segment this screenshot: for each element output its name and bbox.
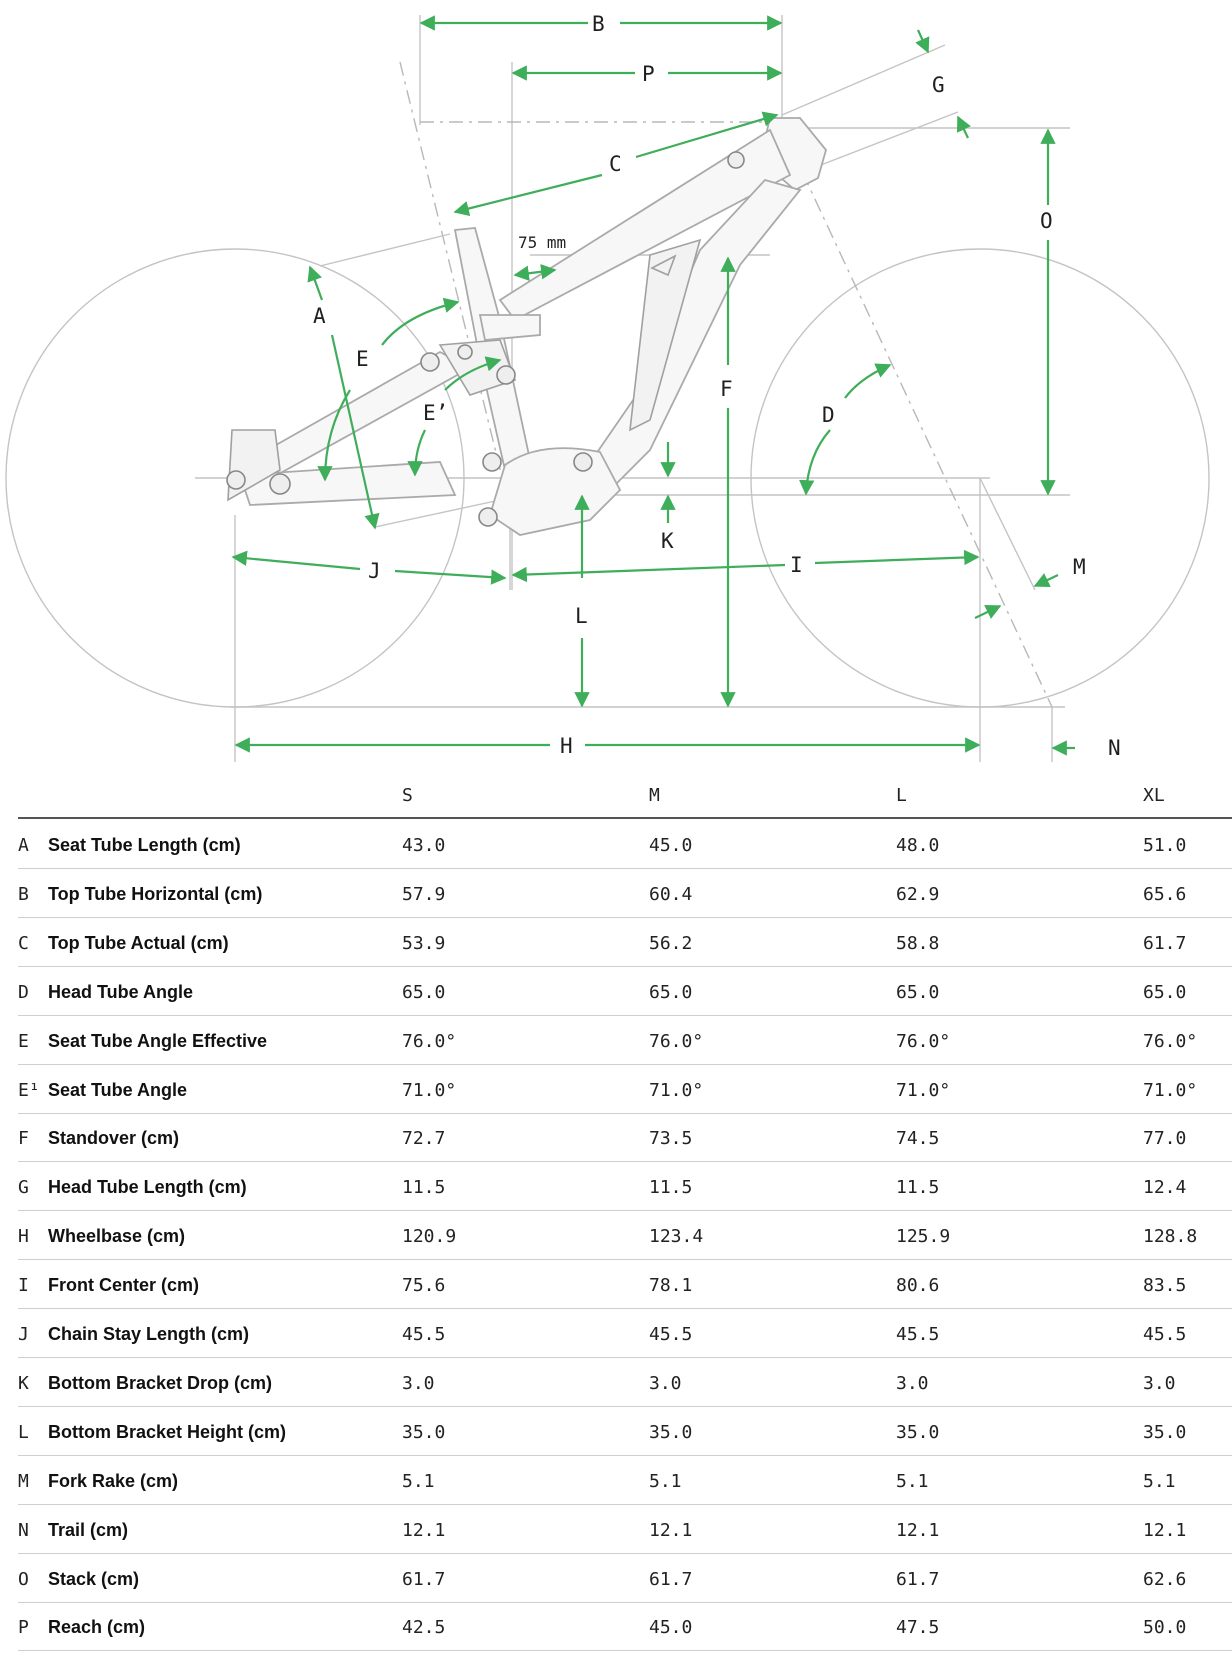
table-row bbox=[18, 1357, 1232, 1407]
value-s: 53.9 bbox=[402, 932, 446, 954]
value-l: 71.0° bbox=[896, 1079, 951, 1101]
value-l: 76.0° bbox=[896, 1030, 951, 1052]
label-m: M bbox=[1073, 555, 1086, 579]
row-code: D bbox=[18, 981, 29, 1003]
value-xl: 77.0 bbox=[1143, 1128, 1187, 1150]
row-name: Head Tube Angle bbox=[48, 981, 194, 1002]
table-row bbox=[18, 1112, 1232, 1162]
value-xl: 76.0° bbox=[1143, 1030, 1198, 1052]
table-row bbox=[18, 1455, 1232, 1505]
value-xl: 62.6 bbox=[1143, 1568, 1187, 1590]
row-code: C bbox=[18, 932, 29, 954]
label-eprime: E’ bbox=[423, 401, 449, 425]
dim-i-left bbox=[513, 565, 785, 575]
table-header bbox=[18, 773, 1232, 819]
table-row bbox=[18, 1259, 1232, 1309]
row-name: Seat Tube Length (cm) bbox=[48, 835, 241, 855]
table-row bbox=[18, 1601, 1232, 1651]
value-l: 11.5 bbox=[896, 1177, 940, 1199]
value-s: 71.0° bbox=[402, 1079, 457, 1101]
label-l: L bbox=[575, 604, 588, 628]
label-i: I bbox=[790, 553, 803, 577]
row-name: Bottom Bracket Height (cm) bbox=[48, 1421, 287, 1442]
label-d: D bbox=[822, 403, 835, 427]
value-xl: 12.4 bbox=[1143, 1177, 1187, 1199]
dim-e-arc bbox=[382, 302, 458, 345]
value-m: 5.1 bbox=[649, 1470, 682, 1492]
row-code: J bbox=[18, 1324, 29, 1345]
value-s: 120.9 bbox=[402, 1226, 457, 1248]
value-l: 62.9 bbox=[896, 883, 940, 905]
value-m: 60.4 bbox=[649, 883, 693, 905]
table-row bbox=[18, 917, 1232, 967]
label-n: N bbox=[1108, 736, 1121, 760]
row-name: Seat Tube Angle bbox=[48, 1079, 188, 1100]
label-j: J bbox=[368, 559, 381, 583]
size-header-l: L bbox=[896, 785, 907, 806]
table-row bbox=[18, 1553, 1232, 1603]
dim-g-top bbox=[918, 30, 928, 52]
label-g: G bbox=[932, 73, 945, 97]
value-s: 35.0 bbox=[402, 1421, 446, 1443]
dim-j-left bbox=[233, 557, 360, 569]
table-row bbox=[18, 1210, 1232, 1260]
value-l: 12.1 bbox=[896, 1519, 940, 1541]
dim-c-lower bbox=[455, 175, 602, 212]
value-s: 5.1 bbox=[402, 1470, 435, 1492]
label-p: P bbox=[642, 62, 655, 86]
row-name: Head Tube Length (cm) bbox=[48, 1177, 247, 1198]
row-code: E¹ bbox=[18, 1079, 40, 1101]
row-code: B bbox=[18, 883, 29, 905]
value-s: 57.9 bbox=[402, 883, 446, 905]
value-l: 61.7 bbox=[896, 1568, 940, 1590]
value-l: 125.9 bbox=[896, 1226, 951, 1248]
value-s: 61.7 bbox=[402, 1568, 446, 1590]
value-m: 73.5 bbox=[649, 1128, 693, 1150]
steering-axis bbox=[778, 120, 1052, 707]
dim-i-right bbox=[815, 557, 978, 563]
seat-top-ref bbox=[320, 234, 450, 266]
value-xl: 65.0 bbox=[1143, 981, 1187, 1003]
row-code: H bbox=[18, 1226, 29, 1248]
dim-m-top bbox=[1035, 575, 1058, 586]
value-s: 76.0° bbox=[402, 1030, 457, 1052]
value-s: 45.5 bbox=[402, 1324, 446, 1345]
row-name: Chain Stay Length (cm) bbox=[48, 1324, 250, 1344]
label-b: B bbox=[592, 12, 605, 36]
value-m: 65.0 bbox=[649, 981, 693, 1003]
row-name: Stack (cm) bbox=[48, 1568, 140, 1589]
label-k: K bbox=[661, 529, 674, 553]
dim-d-top bbox=[845, 365, 890, 398]
value-l: 58.8 bbox=[896, 932, 940, 954]
dim-j-right bbox=[395, 571, 505, 578]
row-code: M bbox=[18, 1470, 29, 1492]
value-s: 43.0 bbox=[402, 835, 446, 856]
value-s: 75.6 bbox=[402, 1275, 446, 1297]
row-code: F bbox=[18, 1128, 29, 1150]
row-code: E bbox=[18, 1030, 29, 1052]
value-xl: 3.0 bbox=[1143, 1372, 1176, 1394]
row-name: Wheelbase (cm) bbox=[48, 1226, 186, 1247]
head-tube-ext bbox=[782, 45, 945, 115]
table-row bbox=[18, 1064, 1232, 1114]
value-xl: 5.1 bbox=[1143, 1470, 1176, 1492]
row-name: Reach (cm) bbox=[48, 1617, 146, 1638]
value-xl: 51.0 bbox=[1143, 835, 1187, 856]
size-header-m: M bbox=[649, 785, 660, 806]
bike-geometry-diagram bbox=[0, 0, 1232, 770]
dim-a-top bbox=[310, 267, 322, 300]
row-name: Trail (cm) bbox=[48, 1519, 129, 1540]
row-name: Standover (cm) bbox=[48, 1128, 180, 1149]
value-s: 72.7 bbox=[402, 1128, 446, 1150]
value-m: 123.4 bbox=[649, 1226, 704, 1248]
value-m: 3.0 bbox=[649, 1372, 682, 1394]
value-m: 35.0 bbox=[649, 1421, 693, 1443]
table-row bbox=[18, 819, 1232, 869]
table-row bbox=[18, 1504, 1232, 1554]
value-l: 3.0 bbox=[896, 1372, 929, 1394]
label-75mm: 75 mm bbox=[518, 233, 567, 252]
table-row bbox=[18, 868, 1232, 918]
value-m: 45.0 bbox=[649, 835, 693, 856]
row-code: G bbox=[18, 1177, 29, 1199]
value-m: 45.5 bbox=[649, 1324, 693, 1345]
value-xl: 65.6 bbox=[1143, 883, 1187, 905]
value-xl: 83.5 bbox=[1143, 1275, 1187, 1297]
value-s: 42.5 bbox=[402, 1617, 446, 1639]
value-l: 48.0 bbox=[896, 835, 940, 856]
row-code: L bbox=[18, 1421, 29, 1443]
value-l: 35.0 bbox=[896, 1421, 940, 1443]
label-o: O bbox=[1040, 209, 1053, 233]
value-m: 12.1 bbox=[649, 1519, 693, 1541]
value-xl: 61.7 bbox=[1143, 932, 1187, 954]
value-l: 65.0 bbox=[896, 981, 940, 1003]
table-row bbox=[18, 1015, 1232, 1065]
table-row bbox=[18, 1161, 1232, 1211]
value-xl: 12.1 bbox=[1143, 1519, 1187, 1541]
size-header-s: S bbox=[402, 785, 413, 806]
row-code: I bbox=[18, 1275, 29, 1297]
value-xl: 50.0 bbox=[1143, 1617, 1187, 1639]
value-l: 45.5 bbox=[896, 1324, 940, 1345]
row-name: Top Tube Actual (cm) bbox=[48, 932, 229, 953]
label-e: E bbox=[356, 347, 369, 371]
value-m: 78.1 bbox=[649, 1275, 693, 1297]
row-code: P bbox=[18, 1617, 29, 1639]
value-m: 61.7 bbox=[649, 1568, 693, 1590]
table-row bbox=[18, 1308, 1232, 1358]
dim-d-bottom bbox=[806, 430, 830, 494]
value-s: 3.0 bbox=[402, 1372, 435, 1394]
value-l: 5.1 bbox=[896, 1470, 929, 1492]
value-s: 12.1 bbox=[402, 1519, 446, 1541]
row-code: O bbox=[18, 1568, 29, 1590]
value-l: 80.6 bbox=[896, 1275, 940, 1297]
row-code: N bbox=[18, 1519, 29, 1541]
row-name: Front Center (cm) bbox=[48, 1275, 200, 1296]
value-xl: 71.0° bbox=[1143, 1079, 1198, 1101]
value-l: 74.5 bbox=[896, 1128, 940, 1150]
value-m: 11.5 bbox=[649, 1177, 693, 1199]
row-code: K bbox=[18, 1372, 29, 1394]
value-xl: 35.0 bbox=[1143, 1421, 1187, 1443]
value-s: 11.5 bbox=[402, 1177, 446, 1199]
value-m: 45.0 bbox=[649, 1617, 693, 1639]
label-a: A bbox=[313, 304, 326, 328]
table-row bbox=[18, 966, 1232, 1016]
value-s: 65.0 bbox=[402, 981, 446, 1003]
value-m: 76.0° bbox=[649, 1030, 704, 1052]
row-name: Seat Tube Angle Effective bbox=[48, 1030, 268, 1051]
value-xl: 128.8 bbox=[1143, 1226, 1198, 1248]
label-h: H bbox=[560, 734, 573, 758]
row-name: Bottom Bracket Drop (cm) bbox=[48, 1372, 273, 1393]
row-name: Top Tube Horizontal (cm) bbox=[48, 883, 263, 904]
value-l: 47.5 bbox=[896, 1617, 940, 1639]
label-c: C bbox=[609, 152, 622, 176]
label-f: F bbox=[720, 377, 733, 401]
row-code: A bbox=[18, 835, 29, 856]
value-m: 56.2 bbox=[649, 932, 693, 954]
value-m: 71.0° bbox=[649, 1079, 704, 1101]
value-xl: 45.5 bbox=[1143, 1324, 1187, 1345]
size-header-xl: XL bbox=[1143, 785, 1165, 806]
row-name: Fork Rake (cm) bbox=[48, 1470, 179, 1491]
dim-m-bottom bbox=[975, 606, 1000, 618]
table-row bbox=[18, 1406, 1232, 1456]
